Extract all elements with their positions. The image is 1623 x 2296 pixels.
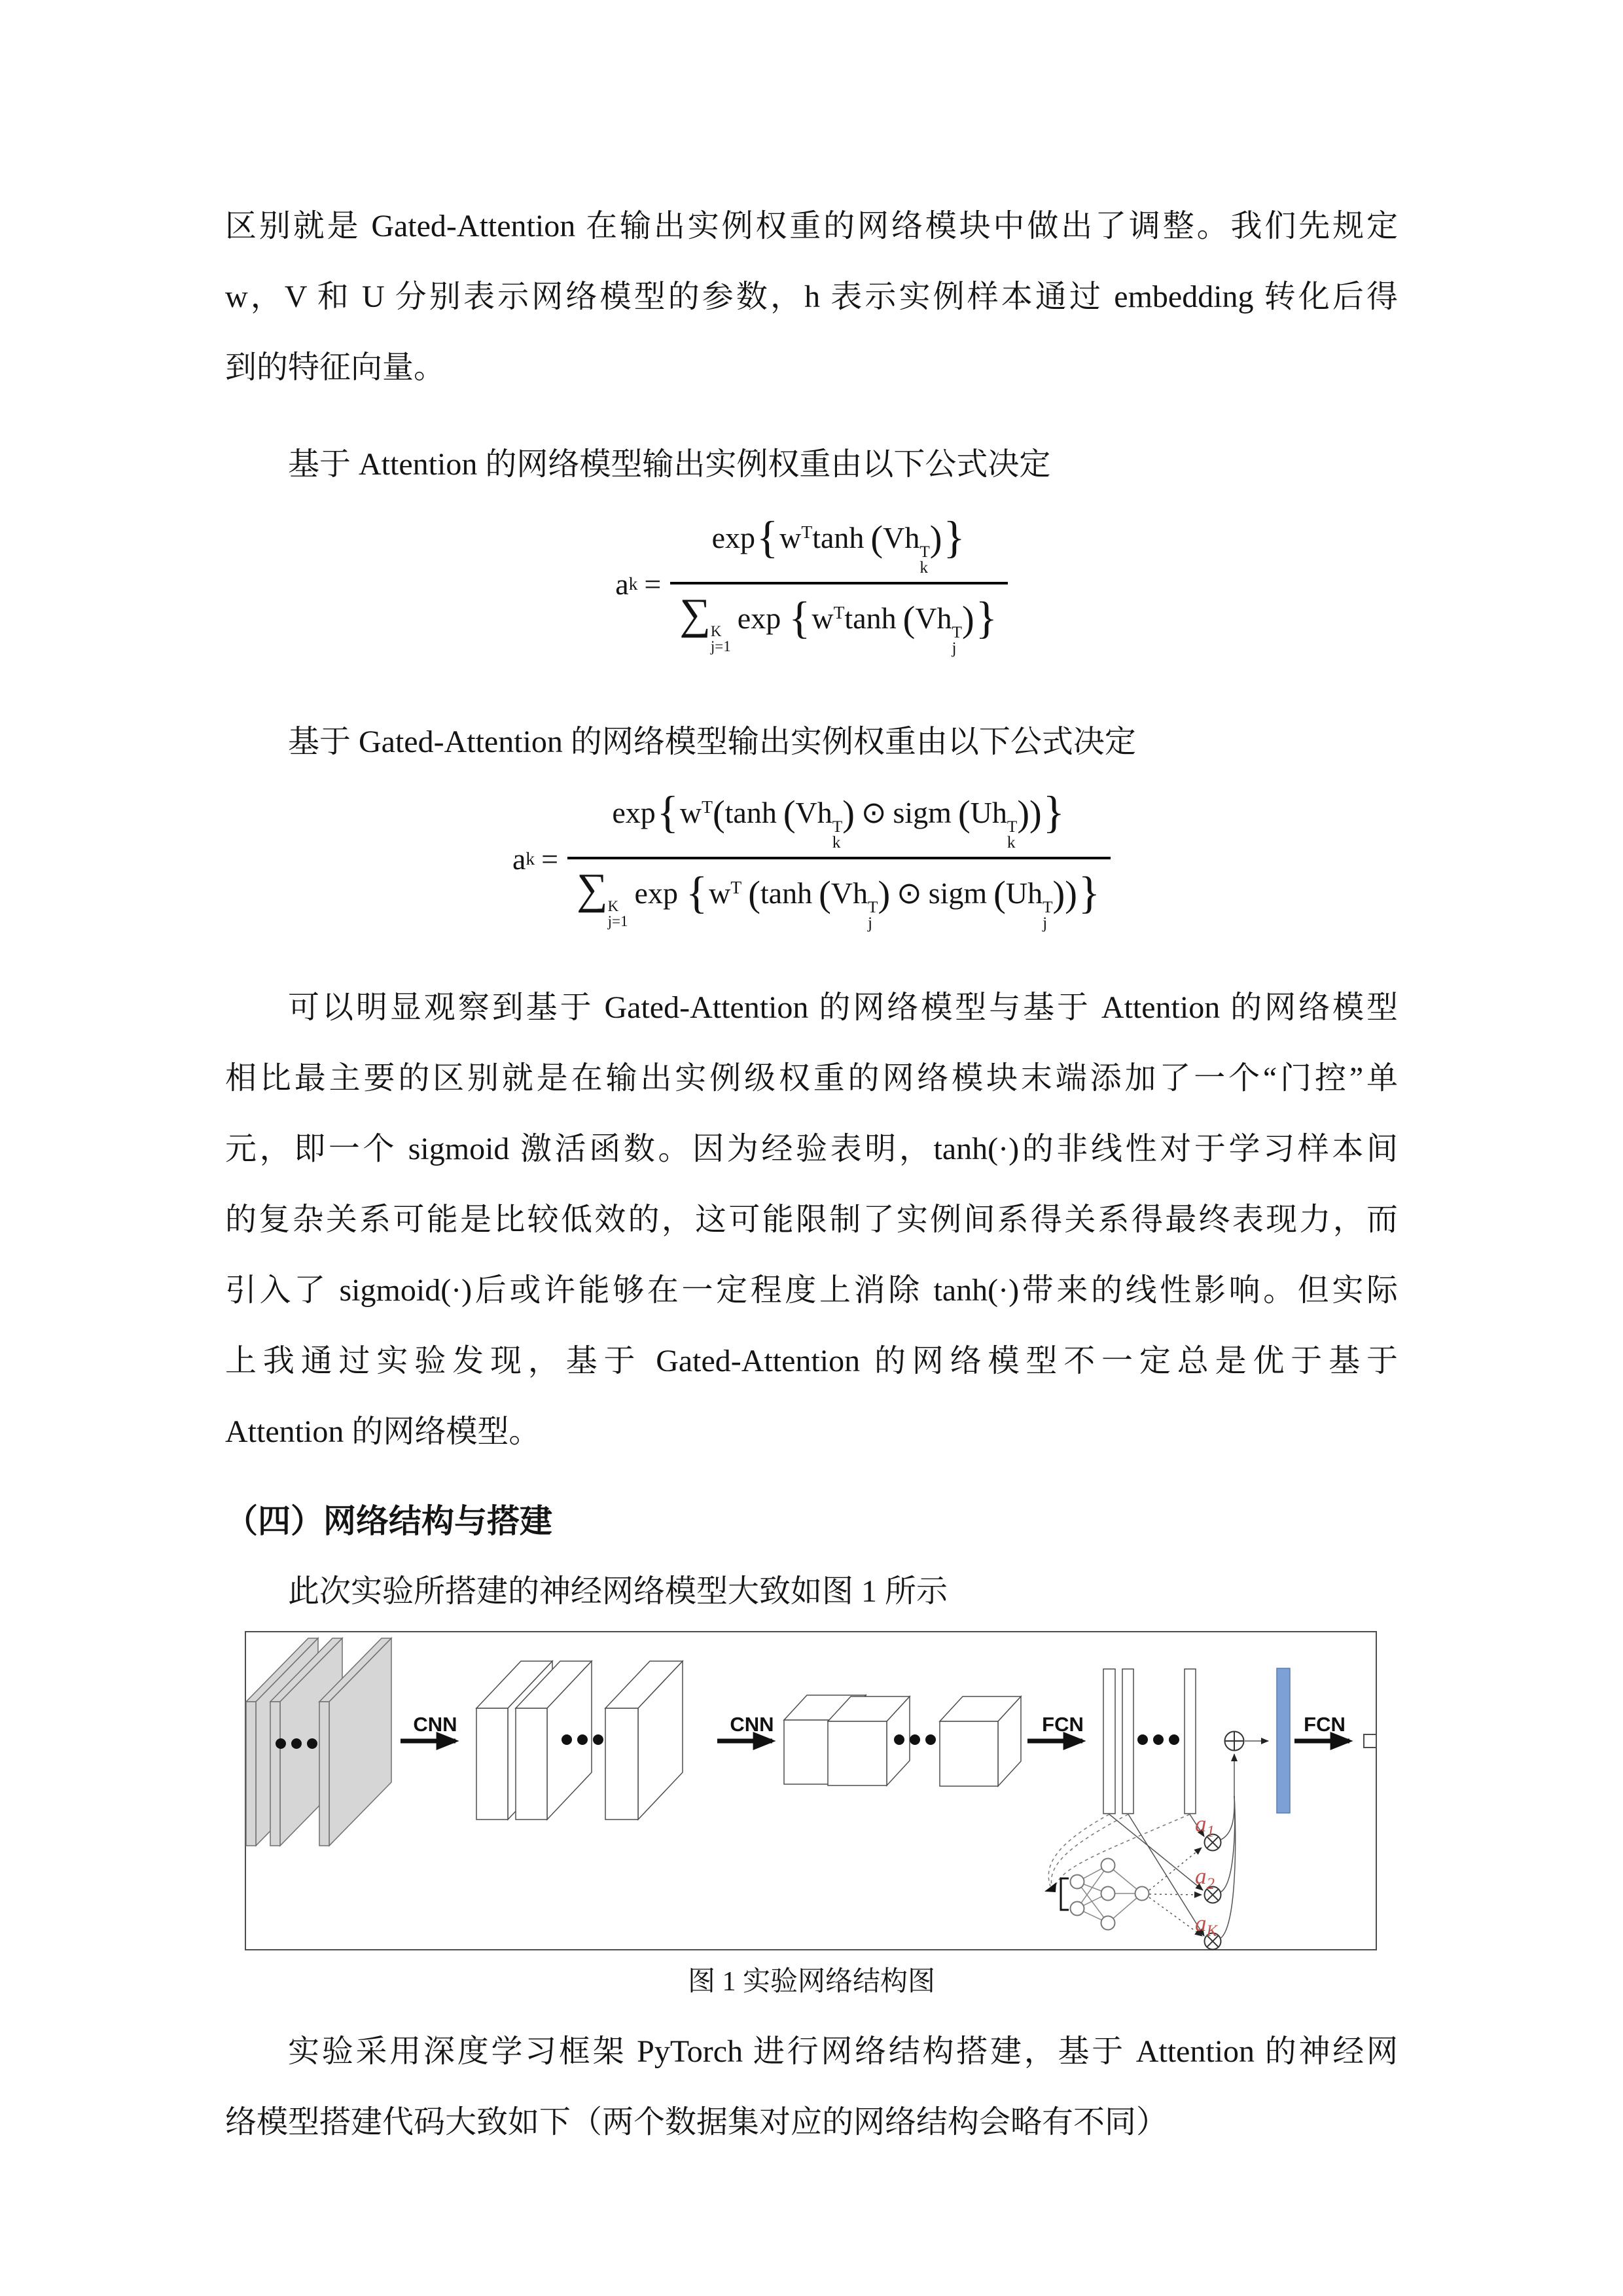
math-token: ): [1029, 793, 1042, 834]
paragraph-line: 络模型搭建代码大致如下（两个数据集对应的网络结构会略有不同）: [225, 2105, 1168, 2140]
math-token: j=1: [710, 637, 731, 655]
math-token: T: [952, 623, 962, 642]
math-token: sigm: [893, 796, 952, 830]
math-token: tanh: [724, 796, 777, 830]
input-bracket: [1061, 1878, 1069, 1910]
math-token: ): [1065, 874, 1077, 915]
math-token: 2: [1206, 1875, 1215, 1893]
paragraph-line: 的复杂关系可能是比较低效的，这可能限制了实例间系得关系得最终表现力，而: [225, 1202, 1398, 1238]
embedding-bar: [1185, 1669, 1196, 1814]
math-token: tanh: [844, 601, 897, 636]
math-token: T: [868, 898, 878, 917]
cnn-label: CNN: [730, 1713, 774, 1736]
paragraph-line: 上我通过实验发现，基于 Gated-Attention 的网络模型不一定总是优于基于: [225, 1344, 1398, 1379]
math-token: {: [685, 868, 708, 918]
math-token: T: [702, 797, 713, 817]
math-token: (: [748, 874, 760, 915]
math-token: ): [878, 874, 891, 915]
math-token: [1007, 819, 1017, 850]
math-token: [1043, 899, 1052, 931]
paragraph-line: 相比最主要的区别就是在输出实例级权重的网络模块末端添加了一个“门控”单: [225, 1061, 1398, 1096]
neuron: [1101, 1859, 1115, 1873]
math-token: a: [615, 567, 629, 601]
math-token: [608, 899, 628, 929]
math-token: ): [962, 599, 974, 640]
numerator: [703, 512, 976, 582]
attention-weight-aK: [1195, 1910, 1219, 1940]
input-image-stack: [246, 1638, 391, 1846]
math-token: Uh: [970, 796, 1007, 830]
fcn-arrow-2: [1294, 1713, 1349, 1741]
math-token: Vh: [830, 876, 868, 910]
fcn-label: FCN: [1304, 1713, 1346, 1736]
math-token: {: [756, 512, 779, 562]
math-token: T: [1043, 898, 1053, 917]
math-token: j=1: [607, 912, 628, 929]
math-token: Vh: [915, 601, 952, 636]
paragraph-line: 区别就是 Gated-Attention 在输出实例权重的网络模块中做出了调整。我们先规定: [225, 209, 1398, 243]
math-token: T: [919, 543, 930, 562]
math-token: ⊙: [897, 876, 922, 910]
sum-node: [1225, 1732, 1269, 1751]
fcn-arrow-1: [1027, 1713, 1084, 1741]
bag-vector-bar: [1277, 1668, 1290, 1813]
math-token: T: [832, 817, 843, 836]
ellipsis-dots: [1137, 1734, 1179, 1745]
math-token: }: [943, 512, 965, 562]
math-token: ): [929, 518, 942, 560]
attention-weight-a2: [1195, 1863, 1215, 1893]
math-token: Vh: [795, 796, 832, 830]
cnn-label: CNN: [413, 1713, 457, 1736]
attention-network: [1071, 1859, 1149, 1930]
paragraph-line: 此次实验所搭建的神经网络模型大致如图 1 所示: [288, 1574, 948, 1609]
embedding-bar: [1103, 1669, 1115, 1814]
math-token: (: [712, 793, 725, 834]
formula-lhs: a k =: [615, 567, 662, 601]
math-token: (: [783, 793, 796, 834]
math-token: T: [730, 877, 742, 898]
neuron: [1135, 1887, 1149, 1901]
numerator: [603, 787, 1075, 857]
neuron: [1071, 1902, 1084, 1916]
math-token: Uh: [1005, 876, 1043, 910]
fraction: [567, 787, 1111, 931]
math-token: 1: [1206, 1823, 1215, 1841]
math-token: T: [1007, 817, 1018, 836]
figure-network-structure: [245, 1631, 1398, 1954]
math-token: (: [902, 599, 916, 640]
math-token: [919, 544, 929, 575]
math-token: K: [1206, 1922, 1218, 1941]
math-token: k: [919, 558, 928, 577]
math-token: j: [868, 914, 873, 933]
math-token: ∑: [679, 590, 711, 639]
math-token: exp: [711, 521, 755, 555]
math-token: k: [832, 833, 841, 852]
math-token: tanh: [812, 521, 865, 555]
feature-cube: [940, 1696, 1021, 1786]
ellipsis-dots: [894, 1734, 936, 1745]
feature-slab: [605, 1661, 683, 1820]
math-token: [952, 624, 962, 656]
embedding-bar: [1122, 1669, 1133, 1814]
math-token: T: [833, 602, 845, 623]
math-token: exp: [634, 876, 678, 910]
fraction: [670, 512, 1007, 656]
paragraph-line: Attention 的网络模型。: [225, 1414, 541, 1450]
math-token: k: [1007, 833, 1016, 852]
math-token: ⊙: [861, 796, 887, 830]
math-token: j: [1043, 914, 1048, 933]
math-token: w: [779, 521, 802, 555]
paragraph-line: 基于 Attention 的网络模型输出实例权重由以下公式决定: [288, 447, 1051, 482]
paragraph-line: 实验采用深度学习框架 PyTorch 进行网络结构搭建，基于 Attention 的神经网: [288, 2034, 1398, 2070]
math-token: T: [801, 521, 813, 542]
neuron: [1071, 1875, 1084, 1889]
formula-attention-weight: [225, 512, 1398, 656]
formula-gated-attention-weight: [225, 787, 1398, 931]
math-token: {: [789, 593, 811, 643]
math-token: [832, 819, 842, 850]
math-token: a: [1195, 1811, 1207, 1837]
math-token: exp: [612, 796, 656, 830]
plus-icon: [1225, 1732, 1244, 1751]
neuron: [1101, 1916, 1115, 1930]
embedding-vectors: [1103, 1669, 1196, 1814]
ellipsis-dots: [276, 1738, 317, 1749]
neuron: [1101, 1887, 1115, 1901]
cnn-arrow-2: [717, 1713, 774, 1741]
math-token: (: [957, 793, 971, 834]
math-token: (: [993, 874, 1006, 915]
math-token: a: [512, 842, 526, 876]
math-token: ∑: [577, 865, 608, 914]
network-diagram: [245, 1631, 1377, 1950]
figure-frame: [245, 1632, 1376, 1950]
math-token: K: [710, 622, 722, 639]
math-token: K: [607, 897, 619, 914]
paragraph-line: 元，即一个 sigmoid 激活函数。因为经验表明，tanh(·)的非线性对于学习样本间: [225, 1132, 1398, 1167]
output-node: [1364, 1734, 1376, 1748]
math-token: ): [1052, 874, 1065, 915]
bracket-arrowhead: [1044, 1882, 1056, 1892]
multiplier-to-sum-curves: [1220, 1754, 1236, 1939]
math-token: (: [870, 518, 883, 560]
math-token: }: [1078, 868, 1101, 918]
section-heading: （四）网络结构与搭建: [225, 1503, 552, 1540]
fcn-label: FCN: [1042, 1713, 1084, 1736]
attention-weight-a1: [1195, 1811, 1215, 1840]
formula-lhs: a k =: [512, 842, 559, 876]
math-token: w: [709, 876, 731, 910]
denominator: [670, 582, 1007, 656]
paragraph-line: 到的特征向量。: [225, 350, 446, 385]
math-token: Vh: [883, 521, 920, 555]
instance-to-multiplier-lines: [1109, 1814, 1204, 1936]
math-token: ): [842, 793, 855, 834]
math-token: a: [1195, 1910, 1207, 1937]
figure-caption: 图 1 实验网络结构图: [687, 1967, 935, 1998]
math-token: w: [679, 796, 702, 830]
math-token: [868, 899, 878, 931]
math-token: =: [541, 842, 559, 876]
math-token: exp: [737, 601, 781, 636]
cnn-arrow-1: [401, 1713, 457, 1741]
math-token: sigm: [928, 876, 988, 910]
math-token: tanh: [760, 876, 813, 910]
paragraph-line: w，V 和 U 分别表示网络模型的参数，h 表示实例样本通过 embedding 转化后得: [225, 279, 1398, 314]
math-token: }: [1043, 787, 1065, 838]
math-token: =: [644, 567, 662, 601]
ellipsis-dots: [562, 1734, 603, 1745]
math-token: w: [812, 601, 834, 636]
math-token: a: [1195, 1863, 1207, 1890]
math-token: (: [819, 874, 831, 915]
denominator: [567, 857, 1111, 931]
math-token: [711, 624, 731, 654]
paragraph-line: 引入了 sigmoid(·)后或许能够在一定程度上消除 tanh(·)带来的线性影响。但实际: [225, 1273, 1398, 1308]
math-token: ): [1017, 793, 1029, 834]
paragraph-line: 可以明显观察到基于 Gated-Attention 的网络模型与基于 Attention 的网络模型: [288, 990, 1398, 1026]
math-token: j: [952, 639, 957, 658]
math-token: {: [656, 787, 679, 838]
paragraph-line: 基于 Gated-Attention 的网络模型输出实例权重由以下公式决定: [288, 725, 1136, 760]
math-token: }: [975, 593, 997, 643]
